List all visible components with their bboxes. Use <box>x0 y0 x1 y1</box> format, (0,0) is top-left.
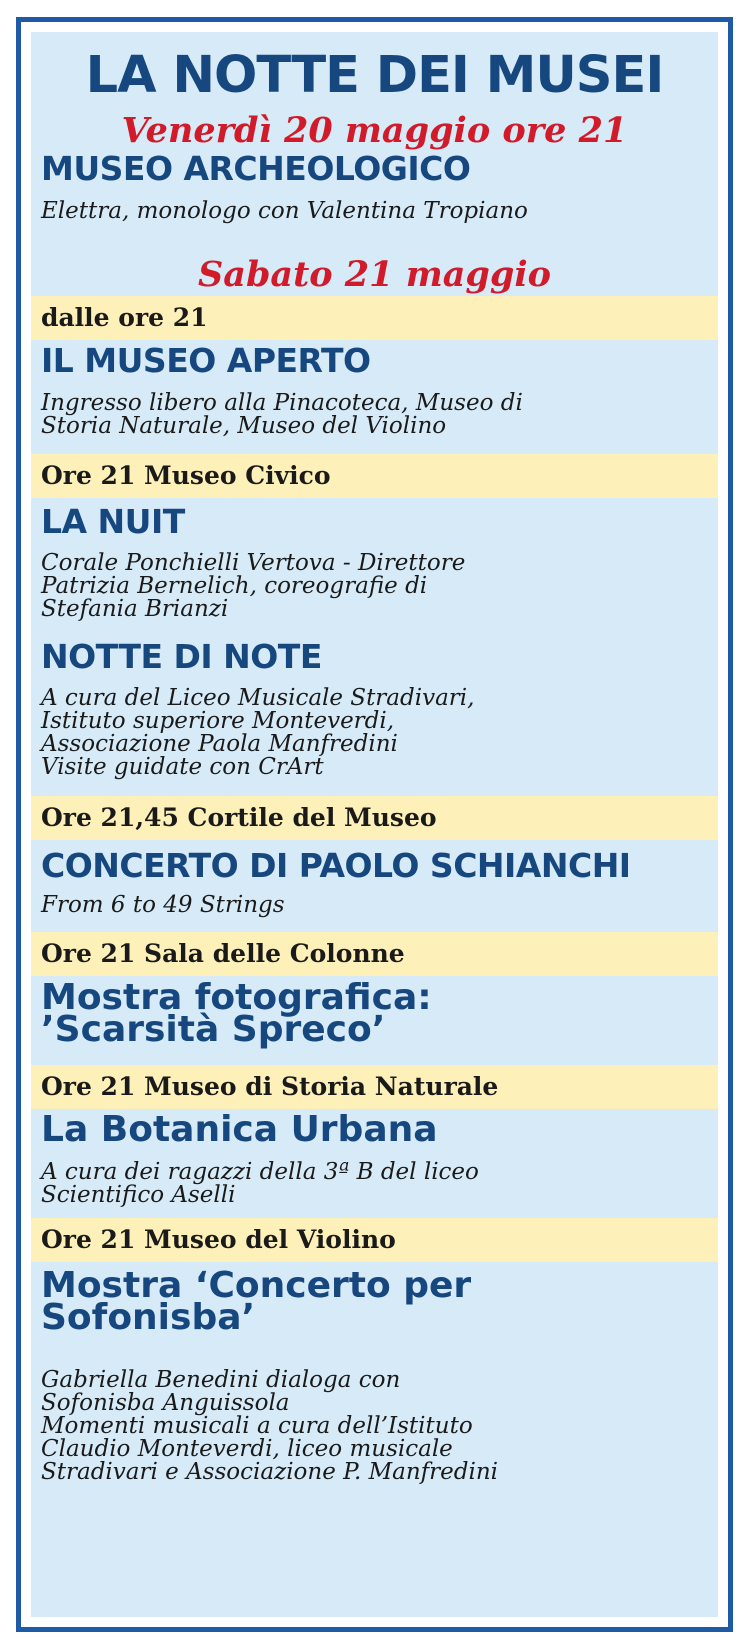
schianchi-desc: From 6 to 49 Strings <box>41 892 285 918</box>
notte-di-note-title: NOTTE DI NOTE <box>41 637 322 676</box>
event-panel <box>31 32 718 1617</box>
time-band-5: Ore 21 Museo di Storia Naturale <box>31 1065 718 1109</box>
mostra-fotografica-title: Mostra fotografica: ’Scarsità Spreco’ <box>41 977 432 1050</box>
time-band-4: Ore 21 Sala delle Colonne <box>31 932 718 976</box>
la-nuit-desc: Corale Ponchielli Vertova - Direttore Patrizia Bernelich, coreografie di Stefania Brianzi <box>41 550 466 622</box>
friday-venue: MUSEO ARCHEOLOGICO <box>41 149 471 188</box>
friday-desc: Elettra, monologo con Valentina Tropiano <box>41 198 528 224</box>
la-nuit-title: LA NUIT <box>41 502 185 541</box>
botanica-title: La Botanica Urbana <box>41 1109 438 1150</box>
time-band-6: Ore 21 Museo del Violino <box>31 1218 718 1262</box>
saturday-date: Sabato 21 maggio <box>198 254 551 295</box>
schianchi-title: CONCERTO DI PAOLO SCHIANCHI <box>41 846 631 885</box>
botanica-desc: A cura dei ragazzi della 3ª B del liceo Scientifico Aselli <box>41 1159 479 1208</box>
museo-aperto-desc: Ingresso libero alla Pinacoteca, Museo di Storia Naturale, Museo del Violino <box>41 390 523 439</box>
museo-aperto-title: IL MUSEO APERTO <box>41 341 371 380</box>
sofonisba-desc: Gabriella Benedini dialoga con Sofonisba Anguissola Momenti musicali a cura dell’Istituto Claudio Monteverdi, liceo musicale Stradivari e Associazione P. Manfredini <box>41 1367 499 1485</box>
notte-di-note-desc: A cura del Liceo Musicale Stradivari, Istituto superiore Monteverdi, Associazione Paola Manfredini Visite guidate con CrArt <box>41 685 475 780</box>
page-title: LA NOTTE DEI MUSEI <box>85 46 664 105</box>
sofonisba-title: Mostra ‘Concerto per Sofonisba’ <box>41 1265 472 1338</box>
time-band-2: Ore 21 Museo Civico <box>31 454 718 498</box>
friday-date: Venerdì 20 maggio ore 21 <box>121 110 628 151</box>
time-band-1: dalle ore 21 <box>31 296 718 340</box>
time-band-3: Ore 21,45 Cortile del Museo <box>31 796 718 840</box>
event-box <box>16 17 733 1632</box>
